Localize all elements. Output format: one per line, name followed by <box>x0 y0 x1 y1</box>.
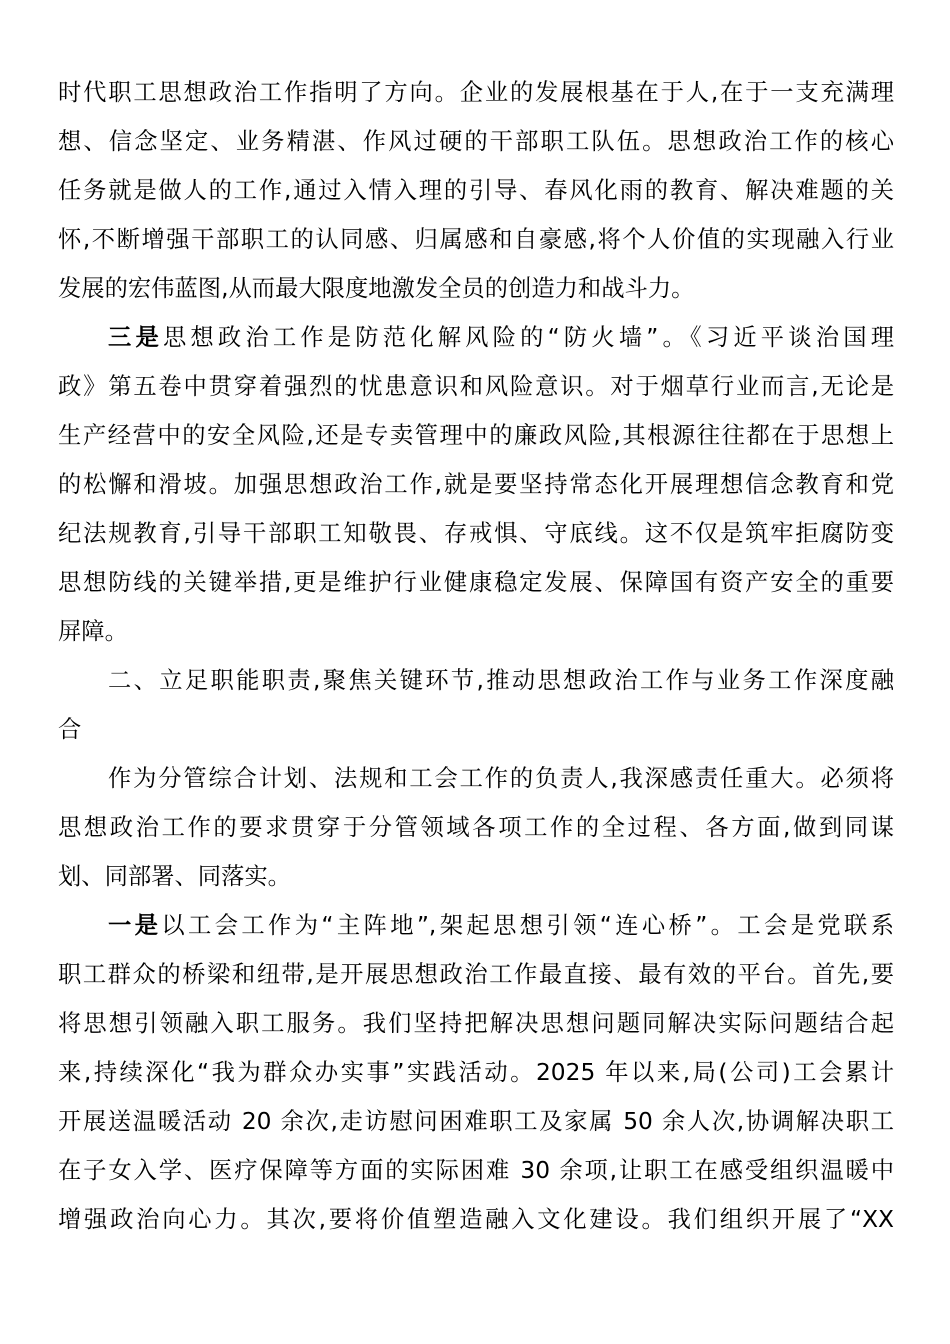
text-line-first <box>58 901 894 950</box>
paragraph-lead: 三是 <box>108 324 163 351</box>
text-line: 发展的宏伟蓝图,从而最大限度地激发全员的创造力和战斗力。 <box>58 275 695 302</box>
text-line: 职工群众的桥梁和纽带,是开展思想政治工作最直接、最有效的平台。首先,要 <box>58 961 894 988</box>
text-run: 思想政治工作是防范化解风险的“防火墙”。《习近平谈治国理 <box>162 324 894 351</box>
text-line: 任务就是做人的工作,通过入情入理的引导、春风化雨的教育、解决难题的关 <box>58 177 894 204</box>
section-heading <box>58 656 894 754</box>
text-line: 将思想引领融入职工服务。我们坚持把解决思想问题同解决实际问题结合起 <box>58 1010 894 1037</box>
text-line: 划、同部署、同落实。 <box>58 863 291 890</box>
text-line: 生产经营中的安全风险,还是专卖管理中的廉政风险,其根源往往都在于思想上 <box>58 422 894 449</box>
text-line: 想、信念坚定、业务精湛、作风过硬的干部职工队伍。思想政治工作的核心 <box>58 128 894 155</box>
heading-line: 二、立足职能职责,聚焦关键环节,推动思想政治工作与业务工作深度融 <box>108 667 894 694</box>
text-line: 的松懈和滑坡。加强思想政治工作,就是要坚持常态化开展理想信念教育和党 <box>58 471 894 498</box>
text-line: 纪法规教育,引导干部职工知敬畏、存戒惧、守底线。这不仅是筑牢拒腐防变 <box>58 520 894 547</box>
text-line: 时代职工思想政治工作指明了方向。企业的发展根基在于人,在于一支充满理 <box>58 79 894 106</box>
heading-line: 合 <box>58 716 82 743</box>
text-line: 思想政治工作的要求贯穿于分管领域各项工作的全过程、各方面,做到同谋 <box>58 814 894 841</box>
paragraph-4 <box>58 754 894 901</box>
text-line: 开展送温暖活动 20 余次,走访慰问困难职工及家属 50 余人次,协调解决职工 <box>58 1108 894 1135</box>
text-line: 来,持续深化“我为群众办实事”实践活动。2025 年以来,局(公司)工会累计 <box>58 1059 894 1086</box>
text-line: 政》第五卷中贯穿着强烈的忧患意识和风险意识。对于烟草行业而言,无论是 <box>58 373 894 400</box>
paragraph-2 <box>58 313 894 656</box>
text-line-first <box>58 313 894 362</box>
text-line: 增强政治向心力。其次,要将价值塑造融入文化建设。我们组织开展了“XX <box>58 1206 894 1233</box>
text-line: 屏障。 <box>58 618 128 645</box>
paragraph-1 <box>58 68 894 313</box>
text-line: 在子女入学、医疗保障等方面的实际困难 30 余项,让职工在感受组织温暖中 <box>58 1157 894 1184</box>
text-line: 怀,不断增强干部职工的认同感、归属感和自豪感,将个人价值的实现融入行业 <box>58 226 894 253</box>
document-page <box>58 68 894 1244</box>
paragraph-5 <box>58 901 894 1244</box>
text-run: 以工会工作为“主阵地”,架起思想引领“连心桥”。工会是党联系 <box>161 912 895 939</box>
text-line: 思想防线的关键举措,更是维护行业健康稳定发展、保障国有资产安全的重要 <box>58 569 894 596</box>
paragraph-lead: 一是 <box>108 912 162 939</box>
text-line-first: 作为分管综合计划、法规和工会工作的负责人,我深感责任重大。必须将 <box>108 765 894 792</box>
